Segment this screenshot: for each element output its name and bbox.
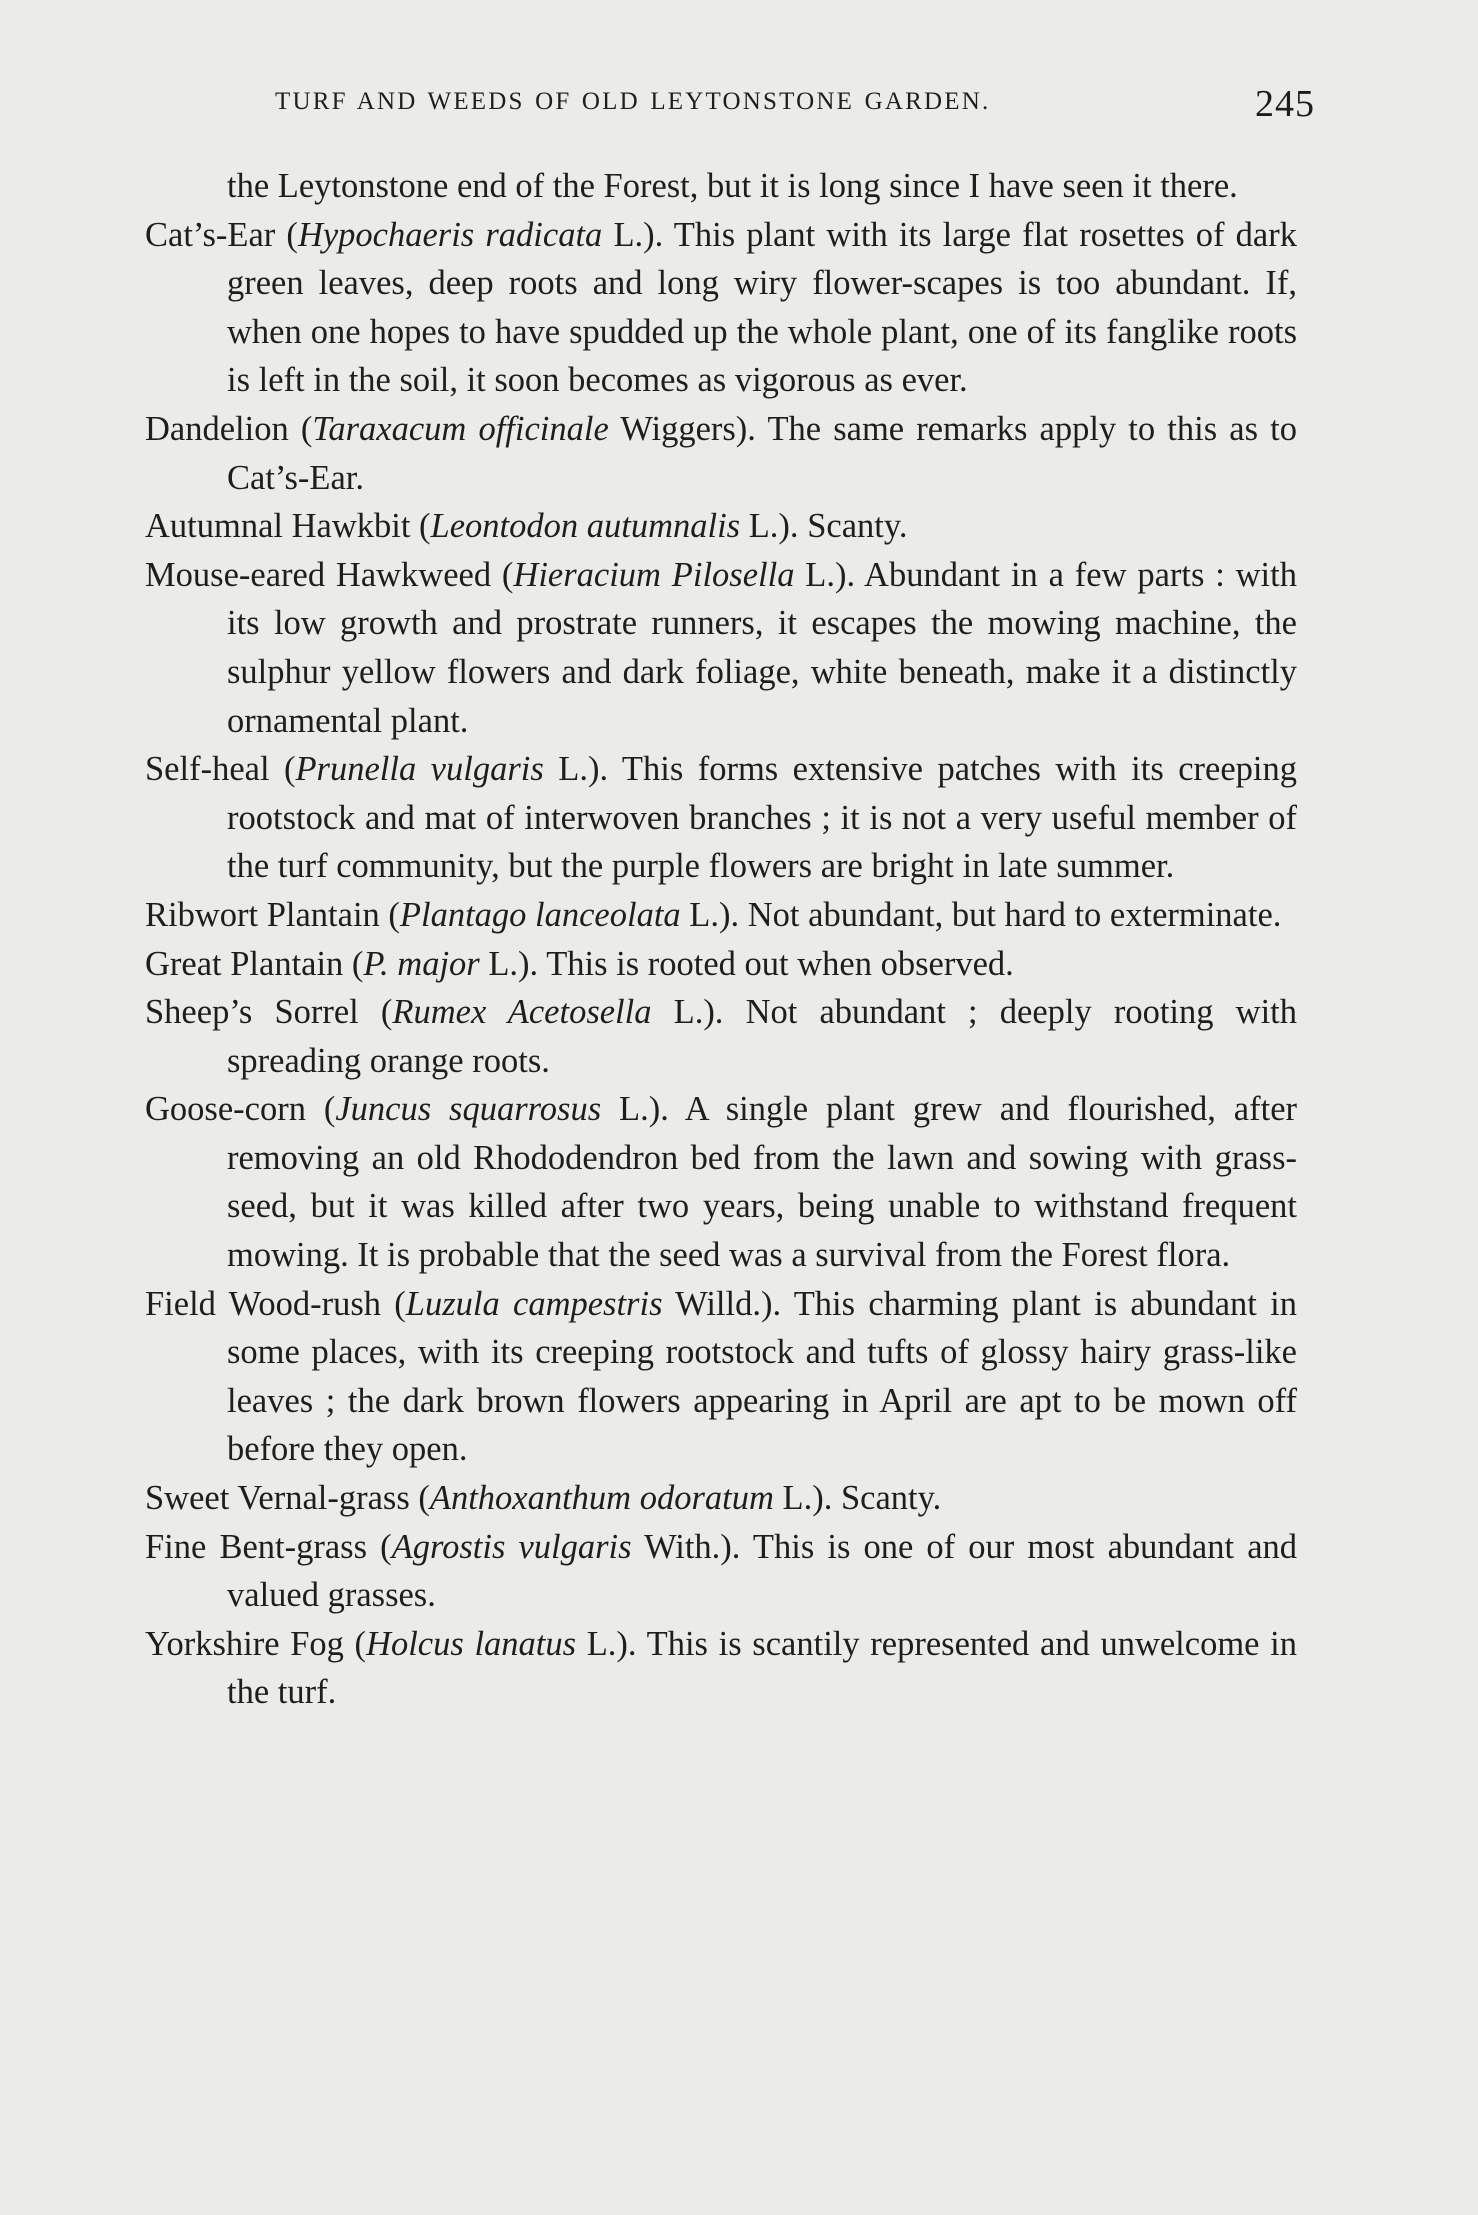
species-entry bbox=[145, 988, 1297, 1085]
species-entry bbox=[145, 891, 1297, 940]
continuation-paragraph bbox=[145, 162, 1297, 211]
common-name: Sheep’s Sorrel ( bbox=[145, 993, 393, 1032]
page-number: 245 bbox=[1255, 83, 1315, 125]
authority: L.). bbox=[601, 1090, 669, 1129]
authority: With.). bbox=[631, 1527, 741, 1566]
entry-text: Abundant in a few parts : with its low growth and prostrate runners, it escapes the mowing machine, the sulphur yellow flowers and dark foliage, white beneath, make it a distinctly ornamental plant. bbox=[227, 555, 1297, 740]
latin-name: Plantago lanceolata bbox=[399, 895, 681, 934]
common-name: Dandelion ( bbox=[145, 409, 313, 448]
common-name: Great Plantain ( bbox=[145, 944, 364, 983]
species-entry bbox=[145, 551, 1297, 745]
species-entry bbox=[145, 940, 1297, 989]
common-name: Field Wood-rush ( bbox=[145, 1284, 406, 1323]
latin-name: P. major bbox=[363, 944, 480, 983]
entry-text: This is one of our most abundant and valued grasses. bbox=[227, 1527, 1298, 1615]
authority: L.). bbox=[651, 993, 724, 1032]
authority: L.). bbox=[479, 944, 539, 983]
common-name: Cat’s-Ear ( bbox=[145, 215, 298, 254]
common-name: Ribwort Plantain ( bbox=[145, 895, 400, 934]
entry-text: Scanty. bbox=[798, 507, 908, 546]
entry-text: This charming plant is abundant in some places, with its creeping rootstock and tufts of glossy hairy grass-like leaves ; the dark brown flowers appearing in April are apt to be mown off before they open. bbox=[227, 1284, 1297, 1469]
species-entry bbox=[145, 1085, 1297, 1279]
latin-name: Hieracium Pilosella bbox=[513, 555, 795, 594]
entry-text: The same remarks apply to this as to Cat’s-Ear. bbox=[227, 409, 1297, 497]
entry-text: This is scantily represented and unwelcome in the turf. bbox=[227, 1624, 1297, 1712]
running-head bbox=[275, 83, 1315, 138]
entry-text: This forms extensive patches with its creeping rootstock and mat of interwoven branches ; it is not a very useful member of the turf community, but the purple flowers are bright in late summer. bbox=[227, 750, 1297, 886]
authority: L.). bbox=[543, 750, 609, 789]
species-entry bbox=[145, 405, 1297, 502]
entry-text: Not abundant, but hard to exterminate. bbox=[739, 895, 1282, 934]
species-entry bbox=[145, 1620, 1297, 1717]
latin-name: Prunella vulgaris bbox=[295, 750, 544, 789]
authority: L.). bbox=[680, 895, 740, 934]
latin-name: Luzula campestris bbox=[405, 1284, 663, 1323]
latin-name: Leontodon autumnalis bbox=[430, 507, 741, 546]
entry-text: Not abundant ; deeply rooting with spreading orange roots. bbox=[227, 993, 1297, 1080]
latin-name: Agrostis vulgaris bbox=[391, 1527, 632, 1566]
entry-text: A single plant grew and flourished, after removing an old Rhododendron bed from the lawn and sowing with grass-seed, but it was killed after two years, being unable to withstand frequent mowing. It is probable that the seed was a survival from the Forest flora. bbox=[227, 1090, 1297, 1275]
latin-name: Taraxacum officinale bbox=[312, 409, 609, 448]
authority: Wiggers). bbox=[608, 409, 756, 448]
species-entry bbox=[145, 1474, 1297, 1523]
latin-name: Hypochaeris radicata bbox=[297, 215, 603, 254]
common-name: Yorkshire Fog ( bbox=[145, 1624, 367, 1663]
common-name: Mouse-eared Hawkweed ( bbox=[145, 555, 514, 594]
entry-text: Scanty. bbox=[832, 1479, 942, 1518]
latin-name: Anthoxanthum odoratum bbox=[429, 1479, 774, 1518]
common-name: Fine Bent-grass ( bbox=[145, 1527, 392, 1566]
common-name: Goose-corn ( bbox=[145, 1090, 336, 1129]
species-entry bbox=[145, 745, 1297, 891]
species-entry bbox=[145, 1523, 1297, 1620]
species-entry bbox=[145, 1280, 1297, 1474]
entry-text: the Leytonstone end of the Forest, but it is long since I have seen it there. bbox=[227, 167, 1238, 205]
species-entry bbox=[145, 211, 1297, 405]
entry-text: This plant with its large flat rosettes of dark green leaves, deep roots and long wiry flower-scapes is too abundant. If, when one hopes to have spudded up the whole plant, one of its fanglike roots is left in the soil, it soon becomes as vigorous as ever. bbox=[227, 215, 1297, 400]
authority: L.). bbox=[740, 507, 799, 546]
common-name: Autumnal Hawkbit ( bbox=[145, 507, 431, 546]
body-text bbox=[145, 162, 1297, 1717]
entry-text: This is rooted out when observed. bbox=[538, 944, 1014, 983]
authority: L.). bbox=[576, 1624, 637, 1663]
common-name: Sweet Vernal-grass ( bbox=[145, 1479, 430, 1518]
latin-name: Juncus squarrosus bbox=[335, 1090, 602, 1129]
common-name: Self-heal ( bbox=[145, 750, 296, 789]
running-title: TURF AND WEEDS OF OLD LEYTONSTONE GARDEN. bbox=[275, 88, 991, 115]
latin-name: Rumex Acetosella bbox=[392, 993, 652, 1032]
authority: Willd.). bbox=[662, 1284, 782, 1323]
latin-name: Holcus lanatus bbox=[366, 1624, 577, 1663]
authority: L.). bbox=[794, 555, 856, 594]
authority: L.). bbox=[773, 1479, 833, 1518]
species-entry bbox=[145, 502, 1297, 551]
authority: L.). bbox=[602, 215, 664, 254]
